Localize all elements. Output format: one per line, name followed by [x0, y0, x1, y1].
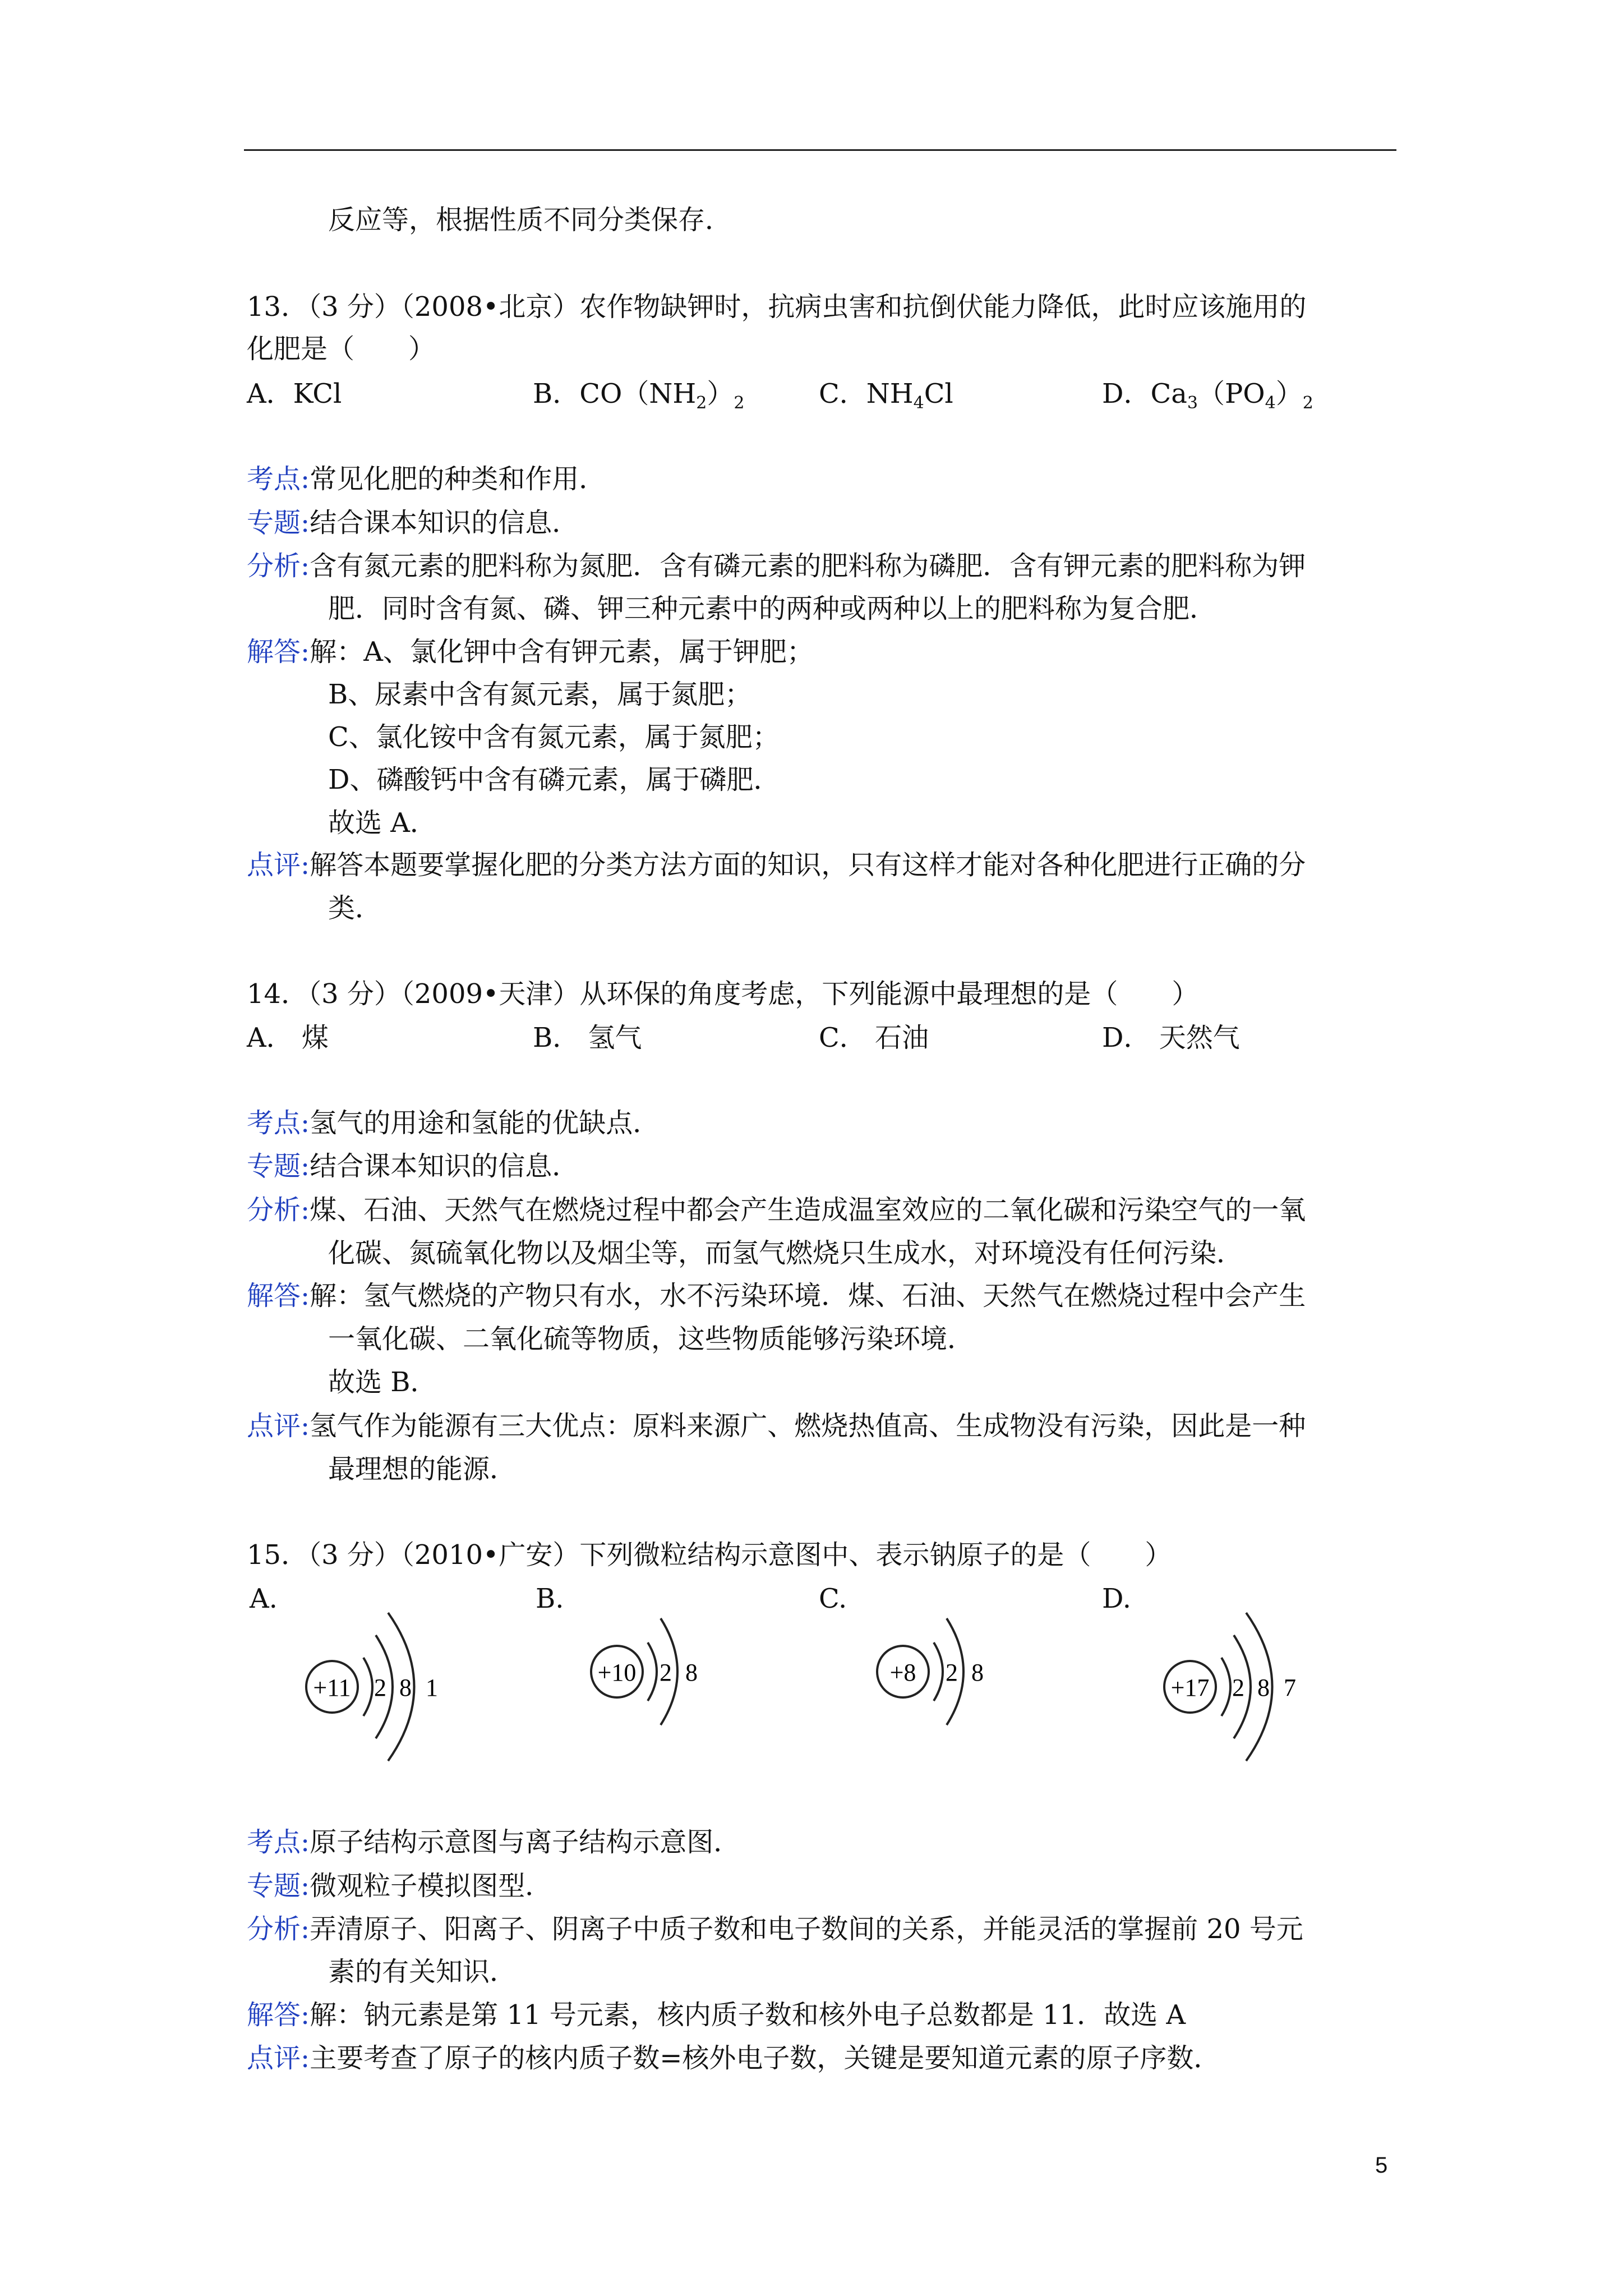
q13-fenxi: 分析:含有氮元素的肥料称为氮肥．含有磷元素的肥料称为磷肥．含有钾元素的肥料称为钾 [247, 550, 1306, 582]
q13-jieda: 解答:解：A、氯化钾中含有钾元素，属于钾肥； [247, 636, 814, 668]
q13-fenxi-line2: 肥．同时含有氮、磷、钾三种元素中的两种或两种以上的肥料称为复合肥． [328, 593, 1217, 624]
q14-dianping: 点评:氢气作为能源有三大优点：原料来源广、燃烧热值高、生成物没有污染，因此是一种 [247, 1410, 1306, 1442]
q14-option-d: D． 天然气 [1102, 1022, 1240, 1053]
shell-electrons-2: 8 [399, 1674, 412, 1701]
q13-option-a: A．KCl [247, 378, 342, 409]
shell-arc-1 [1221, 1658, 1230, 1716]
q15-zhuanti: 专题:微观粒子模拟图型． [247, 1870, 552, 1902]
q14-option-c: C． 石油 [819, 1022, 929, 1053]
nucleus-charge: +17 [1170, 1674, 1210, 1701]
shell-electrons-2: 8 [971, 1659, 984, 1686]
q15-option-d-letter: D. [1102, 1583, 1132, 1614]
q13-dianping: 点评:解答本题要掌握化肥的分类方法方面的知识，只有这样才能对各种化肥进行正确的分 [247, 849, 1306, 881]
q13-zhuanti: 专题:结合课本知识的信息． [247, 507, 579, 539]
q13-dianping-line2: 类． [328, 892, 382, 924]
shell-electrons-2: 8 [1257, 1674, 1270, 1701]
nucleus-charge: +11 [313, 1674, 351, 1701]
q13-jieda-line2: B、尿素中含有氮元素，属于氮肥； [328, 679, 752, 710]
q13-jieda-line3: C、氯化铵中含有氮元素，属于氮肥； [328, 721, 780, 753]
q15-option-a-letter: A. [250, 1583, 278, 1614]
shell-arc-1 [934, 1642, 943, 1701]
shell-arc-1 [363, 1658, 372, 1716]
q13-option-d: D．$Ca_3(PO_4)_2$ [1102, 378, 1313, 413]
q15-fenxi: 分析:弄清原子、阳离子、阴离子中质子数和电子数间的关系，并能灵活的掌握前 20 号元 [247, 1913, 1303, 1945]
q15-kaodian: 考点:原子结构示意图与离子结构示意图． [247, 1826, 741, 1858]
nucleus-charge: +10 [597, 1659, 637, 1686]
q13-stem-line2: 化肥是（ ） [247, 333, 436, 365]
q15-option-c-letter: C. [819, 1583, 847, 1614]
q14-kaodian: 考点:氢气的用途和氢能的优缺点． [247, 1107, 660, 1139]
nucleus-charge: +8 [889, 1659, 916, 1686]
q13-option-b: B．$CO(NH_2)_2$ [533, 378, 745, 413]
q15-jieda: 解答:解：钠元素是第 11 号元素，核内质子数和核外电子总数都是 11．故选 A [247, 1999, 1186, 2031]
shell-electrons-1: 2 [374, 1674, 386, 1701]
header-rule [244, 149, 1396, 151]
q14-zhuanti: 专题:结合课本知识的信息． [247, 1151, 579, 1182]
q13-jieda-line4: D、磷酸钙中含有磷元素，属于磷肥． [328, 764, 781, 795]
q15-fenxi-line2: 素的有关知识． [328, 1956, 517, 1987]
q15-stem: 15．（3 分）（2010•广安）下列微粒结构示意图中、表示钠原子的是（ ） [247, 1539, 1172, 1571]
q14-fenxi: 分析:煤、石油、天然气在燃烧过程中都会产生造成温室效应的二氧化碳和污染空气的一氧 [247, 1194, 1306, 1226]
q14-jieda-line3: 故选 B． [328, 1366, 437, 1398]
shell-electrons-3: 7 [1284, 1674, 1296, 1701]
atom-diagram-c [869, 1588, 1004, 1745]
atom-diagram-d [1155, 1588, 1324, 1773]
q13-stem-line1: 13．（3 分）（2008•北京）农作物缺钾时，抗病虫害和抗倒伏能力降低，此时应该施用的 [247, 291, 1307, 323]
shell-electrons-1: 2 [946, 1659, 958, 1686]
q15-option-b-letter: B. [536, 1583, 564, 1614]
q13-jieda-line5: 故选 A． [328, 807, 437, 839]
q14-option-a: A． 煤 [247, 1022, 329, 1053]
q14-stem: 14．（3 分）（2009•天津）从环保的角度考虑，下列能源中最理想的是（ ） [247, 978, 1199, 1010]
previous-continuation: 反应等，根据性质不同分类保存． [328, 204, 732, 236]
q13-kaodian: 考点:常见化肥的种类和作用． [247, 463, 606, 495]
q14-fenxi-line2: 化碳、氮硫氧化物以及烟尘等，而氢气燃烧只生成水，对环境没有任何污染． [328, 1237, 1244, 1269]
shell-electrons-2: 8 [685, 1659, 698, 1686]
shell-electrons-1: 2 [660, 1659, 672, 1686]
page-number: 5 [1375, 2153, 1388, 2178]
q14-dianping-line2: 最理想的能源． [328, 1453, 517, 1485]
q13-option-c: C．$NH_4Cl$ [819, 378, 953, 413]
q14-jieda: 解答:解：氢气燃烧的产物只有水，水不污染环境．煤、石油、天然气在燃烧过程中会产生 [247, 1280, 1306, 1312]
q14-option-b: B． 氢气 [533, 1022, 642, 1053]
q15-dianping: 点评:主要考查了原子的核内质子数=核外电子数，关键是要知道元素的原子序数． [247, 2042, 1221, 2074]
shell-electrons-3: 1 [426, 1674, 438, 1701]
shell-arc-1 [648, 1642, 657, 1701]
atom-diagram-a [297, 1588, 465, 1773]
shell-electrons-1: 2 [1232, 1674, 1244, 1701]
atom-diagram-b [583, 1588, 718, 1745]
q14-jieda-line2: 一氧化碳、二氧化硫等物质，这些物质能够污染环境． [328, 1323, 975, 1355]
